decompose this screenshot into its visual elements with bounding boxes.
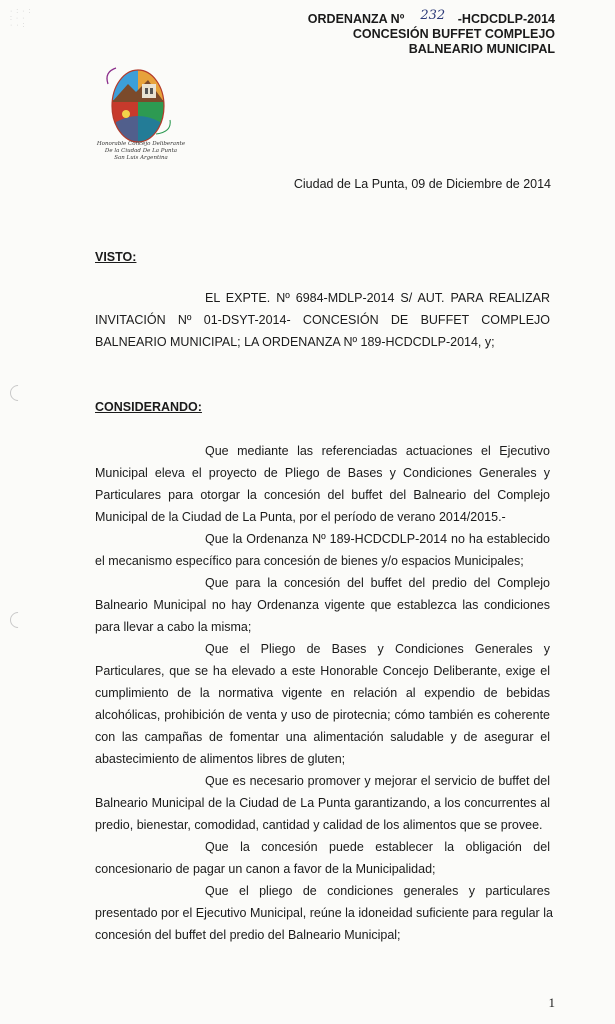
para-line: Que es necesario promover y mejorar el servicio de buffet del [205,774,550,788]
seal-caption [96,141,186,162]
punch-hole-mark [7,382,30,405]
para-line: Que para la concesión del buffet del predio del Complejo [205,576,550,590]
para-line: Que el pliego de condiciones generales y particulares [205,884,550,898]
seal-caption-line: San Luis Argentina [114,155,168,161]
para-line: Que el Pliego de Bases y Condiciones Generales y [205,642,550,656]
para-line: presentado por el Ejecutivo Municipal, reúne la idoneidad suficiente para regular la [95,906,553,920]
document-header [225,8,555,57]
para-line: alcohólicas, prohibición de venta y uso de pirotecnia; cómo también es coherente [95,708,550,722]
para-line: Que la concesión puede establecer la obligación del [205,840,550,854]
seal-caption-line: De la Ciudad De La Punta [104,148,178,154]
para-line: concesionario de pagar un canon a favor de la Municipalidad; [95,862,436,876]
considerando-paragraph-4 [95,638,550,770]
para-line: para llevar a cabo la misma; [95,620,252,634]
considerando-heading: CONSIDERANDO: [95,400,202,414]
ordinance-prefix: ORDENANZA Nº [307,12,405,26]
visto-line: INVITACIÓN Nº 01-DSYT-2014- CONCESIÓN DE BUFFET COMPLEJO [95,313,550,327]
para-line: cumplimiento de la normativa vigente en relación al expendio de bebidas [95,686,550,700]
para-line: Que mediante las referenciadas actuaciones el Ejecutivo [205,444,550,458]
para-line: Municipal eleva el proyecto de Pliego de Bases y Condiciones Generales y [95,466,550,480]
seal-caption-line: Honorable Concejo Deliberante [96,141,186,147]
visto-paragraph [95,287,550,353]
para-line: concesión del buffet del predio del Balneario Municipal; [95,928,401,942]
considerando-paragraph-2 [95,528,550,572]
para-line: predio, bienestar, comodidad, cantidad y calidad de los alimentos que se provee. [95,818,543,832]
scan-smudge: · : · : : · · · · : [10,8,32,29]
page-number: 1 [548,995,555,1010]
punch-hole-mark [7,609,30,632]
ordinance-number: 232 [420,8,446,23]
considerando-paragraph-6 [95,836,550,880]
para-line: Particulares, que se ha elevado a este Honorable Concejo Deliberante, exige el [95,664,550,678]
para-line: Municipal de la Ciudad de La Punta, por el período de verano 2014/2015.- [95,510,506,524]
considerando-paragraph-7 [95,880,553,946]
para-line: abastecimiento de alimentos libres de gluten; [95,752,346,766]
visto-line: BALNEARIO MUNICIPAL; LA ORDENANZA Nº 189-HCDCDLP-2014, y; [95,335,495,349]
considerando-paragraph-5 [95,770,550,836]
header-subject-line-2: BALNEARIO MUNICIPAL [408,42,555,56]
visto-heading: VISTO: [95,250,137,264]
para-line: Balneario Municipal no hay Ordenanza vigente que establezca las condiciones [95,598,550,612]
para-line: Balneario Municipal de la Ciudad de La Punta garantizando, a los concurrentes al [95,796,550,810]
para-line: Que la Ordenanza Nº 189-HCDCDLP-2014 no ha establecido [205,532,550,546]
para-line: Particulares para otorgar la concesión del buffet del Balneario del Complejo [95,488,550,502]
para-line: el mecanismo específico para concesión de bienes y/o espacios Municipales; [95,554,524,568]
document-date: Ciudad de La Punta, 09 de Diciembre de 2014 [293,177,551,191]
visto-line: EL EXPTE. Nº 6984-MDLP-2014 S/ AUT. PARA REALIZAR [205,291,550,305]
considerando-paragraph-3 [95,572,550,638]
para-line: con las campañas de fomentar una alimentación saludable y de asegurar el [95,730,550,744]
ordinance-suffix: -HCDCDLP-2014 [457,12,555,26]
ordinance-number-line [225,8,555,27]
considerando-paragraph-1 [95,440,550,528]
header-subject-line: CONCESIÓN BUFFET COMPLEJO [352,27,555,41]
